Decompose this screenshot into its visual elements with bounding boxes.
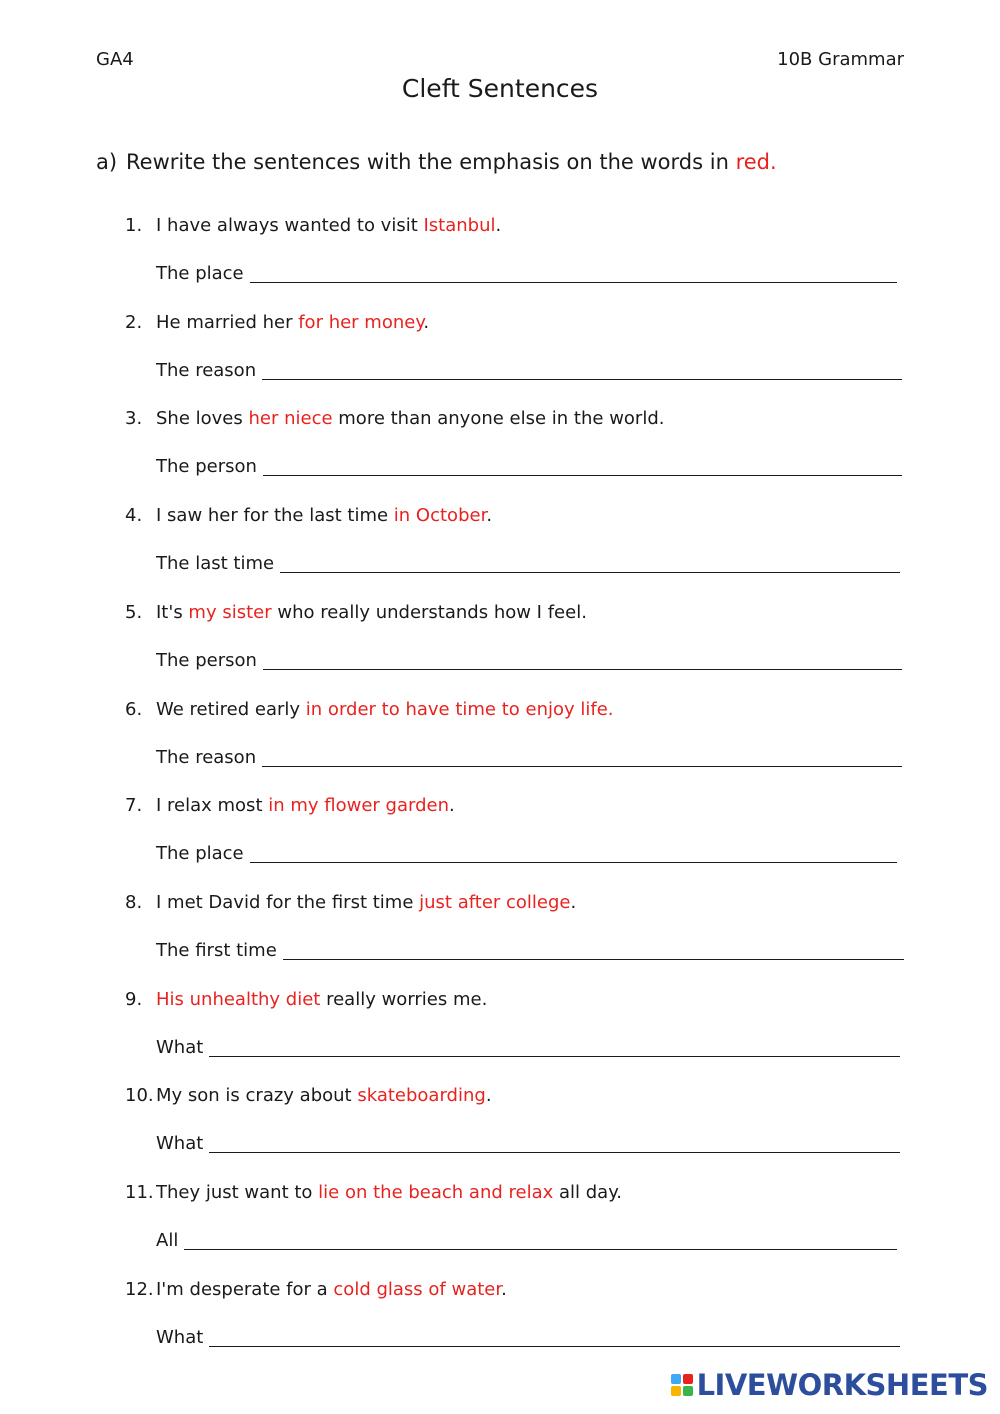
- exercise-number: 11.: [125, 1182, 154, 1203]
- answer-row: [156, 746, 902, 770]
- exercise-sentence: [125, 988, 487, 1012]
- exercise-sentence: [125, 311, 429, 335]
- emphasized-words: just after college: [419, 891, 571, 913]
- exercise-item: [125, 407, 915, 497]
- exercise-item: [125, 1181, 915, 1271]
- brand-logo: [671, 1368, 988, 1402]
- exercise-item: [125, 311, 915, 401]
- instruction-emphasis: red.: [735, 150, 777, 174]
- answer-blank[interactable]: [263, 457, 902, 476]
- answer-row: [156, 649, 902, 673]
- answer-prefix: The reason: [156, 359, 257, 381]
- exercise-number: 10.: [125, 1085, 154, 1107]
- exercise-number: 5.: [125, 601, 143, 623]
- sentence-text: all day.: [553, 1182, 623, 1203]
- exercise-number: 12.: [125, 1278, 154, 1300]
- exercise-number: 1.: [125, 215, 143, 236]
- emphasized-words: her niece: [248, 408, 333, 430]
- answer-blank[interactable]: [262, 748, 902, 767]
- sentence-text: They just want to: [156, 1182, 319, 1203]
- sentence-text: more than anyone else in the world.: [332, 408, 665, 430]
- answer-prefix: The person: [156, 456, 257, 478]
- brand-mark-tile: [683, 1374, 693, 1384]
- exercise-item: [125, 794, 915, 884]
- sentence-text: I'm desperate for a: [156, 1278, 334, 1300]
- exercise-number: 9.: [125, 988, 143, 1010]
- sentence-text: .: [495, 215, 502, 236]
- brand-mark-tile: [671, 1374, 681, 1384]
- answer-row: [156, 1326, 900, 1350]
- brand-mark-icon: [671, 1374, 693, 1396]
- exercise-sentence: [125, 1181, 622, 1205]
- exercise-number: 8.: [125, 891, 143, 913]
- answer-blank[interactable]: [283, 941, 904, 960]
- exercise-sentence: [125, 891, 576, 915]
- course-name: 10B Grammar: [777, 49, 904, 70]
- answer-row: [156, 939, 904, 963]
- answer-prefix: The person: [156, 649, 257, 671]
- exercise-sentence: [125, 794, 455, 818]
- exercise-item: [125, 988, 915, 1078]
- exercise-sentence: [125, 601, 587, 625]
- sentence-text: .: [486, 505, 493, 527]
- sentence-text: .: [485, 1085, 492, 1107]
- answer-blank[interactable]: [209, 1038, 900, 1057]
- exercise-item: [125, 891, 915, 981]
- answer-row: [156, 1132, 900, 1156]
- answer-prefix: What: [156, 1326, 204, 1348]
- answer-blank[interactable]: [209, 1134, 900, 1153]
- exercise-item: [125, 1084, 915, 1174]
- answer-row: [156, 455, 902, 479]
- emphasized-words: Istanbul: [423, 215, 496, 236]
- emphasized-words: His unhealthy diet: [156, 988, 321, 1010]
- brand-mark-tile: [683, 1386, 693, 1396]
- answer-prefix: The place: [156, 843, 244, 865]
- exercise-item: [125, 214, 915, 304]
- exercise-item: [125, 1278, 915, 1368]
- answer-prefix: The last time: [156, 553, 275, 575]
- sentence-text: .: [501, 1278, 507, 1300]
- sentence-text: I have always wanted to visit: [156, 215, 424, 236]
- sentence-text: really worries me.: [320, 988, 488, 1010]
- brand-mark-tile: [671, 1386, 681, 1396]
- answer-prefix: The place: [156, 263, 244, 284]
- answer-row: [156, 552, 900, 576]
- exercise-number: 4.: [125, 505, 143, 527]
- answer-prefix: The first time: [156, 939, 277, 961]
- exercise-sentence: [125, 1278, 507, 1302]
- sentence-text: .: [423, 311, 430, 333]
- exercise-sentence: [125, 407, 664, 431]
- answer-blank[interactable]: [250, 844, 897, 863]
- answer-blank[interactable]: [209, 1328, 900, 1347]
- answer-prefix: What: [156, 1036, 204, 1058]
- emphasized-words: in my flower garden: [268, 795, 449, 817]
- emphasized-words: in October: [393, 505, 487, 527]
- sentence-text: It's: [156, 601, 189, 623]
- sentence-text: I met David for the first time: [156, 891, 420, 913]
- sentence-text: He married her: [156, 311, 299, 333]
- emphasized-words: my sister: [188, 601, 272, 623]
- exercise-sentence: [125, 1084, 492, 1108]
- sentence-text: My son is crazy about: [156, 1085, 358, 1107]
- exercise-item: [125, 601, 915, 691]
- emphasized-words: in order to have time to enjoy life.: [305, 698, 614, 720]
- exercise-item: [125, 504, 915, 594]
- exercise-number: 7.: [125, 795, 143, 817]
- worksheet-code: GA4: [96, 49, 134, 70]
- answer-blank[interactable]: [280, 554, 900, 573]
- exercise-sentence: [125, 698, 614, 722]
- answer-blank[interactable]: [250, 264, 897, 283]
- answer-row: [156, 842, 897, 866]
- page-title: Cleft Sentences: [401, 74, 599, 103]
- answer-blank[interactable]: [262, 361, 902, 380]
- sentence-text: I saw her for the last time: [156, 505, 394, 527]
- emphasized-words: for her money: [298, 311, 424, 333]
- exercise-number: 6.: [125, 698, 143, 720]
- emphasized-words: lie on the beach and relax: [318, 1182, 554, 1203]
- answer-row: [156, 262, 897, 286]
- exercise-sentence: [125, 214, 501, 238]
- answer-prefix: The reason: [156, 746, 257, 768]
- sentence-text: .: [570, 891, 577, 913]
- answer-row: [156, 1036, 900, 1060]
- exercise-number: 2.: [125, 311, 143, 333]
- answer-row: [156, 359, 902, 383]
- sentence-text: We retired early: [156, 698, 306, 720]
- answer-prefix: All: [156, 1230, 179, 1251]
- answer-blank[interactable]: [263, 651, 902, 670]
- instruction-letter: a): [96, 150, 118, 174]
- sentence-text: who really understands how I feel.: [271, 601, 587, 623]
- emphasized-words: skateboarding: [357, 1085, 486, 1107]
- exercise-number: 3.: [125, 408, 143, 430]
- exercise-sentence: [125, 504, 492, 528]
- answer-row: [156, 1229, 897, 1253]
- instruction: [96, 150, 777, 174]
- sentence-text: .: [448, 795, 455, 817]
- sentence-text: She loves: [156, 408, 249, 430]
- exercise-item: [125, 698, 915, 788]
- brand-name: LIVEWORKSHEETS: [696, 1368, 988, 1402]
- answer-blank[interactable]: [184, 1231, 897, 1250]
- instruction-text: Rewrite the sentences with the emphasis on the words in: [126, 150, 736, 174]
- emphasized-words: cold glass of water: [333, 1278, 502, 1300]
- sentence-text: I relax most: [156, 795, 269, 817]
- answer-prefix: What: [156, 1133, 204, 1155]
